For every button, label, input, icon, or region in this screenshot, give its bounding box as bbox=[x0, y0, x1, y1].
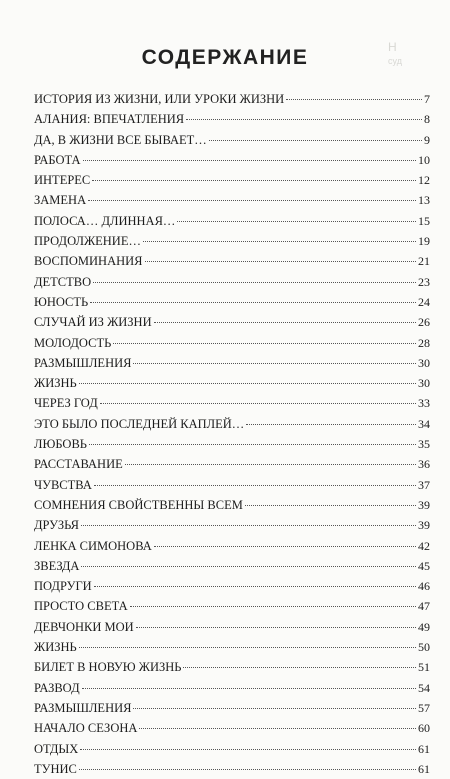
toc-entry-page: 39 bbox=[418, 497, 430, 512]
toc-entry bbox=[34, 637, 430, 657]
toc-entry-page: 50 bbox=[418, 640, 430, 655]
toc-entry bbox=[34, 373, 430, 393]
toc-entry-page: 54 bbox=[418, 680, 430, 695]
dot-leader bbox=[79, 769, 416, 770]
toc-entry-page: 61 bbox=[418, 761, 430, 776]
toc-entry-page: 10 bbox=[418, 152, 430, 167]
toc-entry-title: ЗВЕЗДА bbox=[34, 558, 80, 573]
dot-leader bbox=[79, 647, 416, 648]
dot-leader bbox=[79, 383, 416, 384]
toc-entry-page: 33 bbox=[418, 396, 430, 411]
toc-entry bbox=[34, 495, 430, 515]
toc-entry-page: 37 bbox=[418, 477, 430, 492]
toc-entry-page: 51 bbox=[418, 660, 430, 675]
toc-entry-page: 23 bbox=[418, 274, 430, 289]
dot-leader bbox=[286, 99, 422, 100]
toc-entry-page: 57 bbox=[418, 700, 430, 715]
dot-leader bbox=[94, 586, 416, 587]
toc-entry-page: 24 bbox=[418, 294, 430, 309]
toc-entry-page: 15 bbox=[418, 213, 430, 228]
toc-entry-page: 28 bbox=[418, 335, 430, 350]
toc-entry-title: ЗАМЕНА bbox=[34, 193, 87, 208]
toc-entry-page: 49 bbox=[418, 619, 430, 634]
toc-entry bbox=[34, 231, 430, 251]
toc-entry-page: 21 bbox=[418, 254, 430, 269]
dot-leader bbox=[186, 119, 422, 120]
toc-entry-title: ДРУЗЬЯ bbox=[34, 518, 79, 533]
toc-entry-page: 13 bbox=[418, 193, 430, 208]
toc-entry-title: ДА, В ЖИЗНИ ВСЕ БЫВАЕТ… bbox=[34, 132, 207, 147]
toc-entry bbox=[34, 536, 430, 556]
table-of-contents bbox=[34, 89, 430, 779]
toc-entry bbox=[34, 353, 430, 373]
dot-leader bbox=[177, 221, 416, 222]
toc-entry bbox=[34, 150, 430, 170]
toc-entry-title: ЛЕНКА СИМОНОВА bbox=[34, 538, 152, 553]
dot-leader bbox=[183, 667, 416, 668]
toc-entry-page: 30 bbox=[418, 376, 430, 391]
toc-entry-title: ВОСПОМИНАНИЯ bbox=[34, 254, 143, 269]
toc-entry bbox=[34, 434, 430, 454]
toc-entry-title: ЛЮБОВЬ bbox=[34, 437, 87, 452]
toc-entry bbox=[34, 89, 430, 109]
toc-entry-page: 46 bbox=[418, 579, 430, 594]
dot-leader bbox=[139, 728, 416, 729]
toc-entry-title: СЛУЧАЙ ИЗ ЖИЗНИ bbox=[34, 315, 152, 330]
toc-entry-title: БИЛЕТ В НОВУЮ ЖИЗНЬ bbox=[34, 660, 182, 675]
toc-entry-title: РАБОТА bbox=[34, 152, 81, 167]
dot-leader bbox=[113, 343, 416, 344]
toc-entry bbox=[34, 475, 430, 495]
toc-entry bbox=[34, 454, 430, 474]
dot-leader bbox=[94, 485, 416, 486]
dot-leader bbox=[82, 688, 416, 689]
dot-leader bbox=[143, 241, 416, 242]
toc-entry-page: 42 bbox=[418, 538, 430, 553]
dot-leader bbox=[80, 749, 416, 750]
toc-entry-page: 9 bbox=[424, 132, 430, 147]
toc-entry-page: 7 bbox=[424, 92, 430, 106]
toc-entry-page: 30 bbox=[418, 355, 430, 370]
toc-entry bbox=[34, 393, 430, 413]
dot-leader bbox=[245, 505, 416, 506]
toc-entry bbox=[34, 698, 430, 718]
toc-entry-title: НАЧАЛО СЕЗОНА bbox=[34, 721, 138, 736]
toc-entry bbox=[34, 515, 430, 535]
toc-entry-title: МОЛОДОСТЬ bbox=[34, 335, 112, 350]
toc-entry-page: 61 bbox=[418, 741, 430, 756]
toc-entry-page: 34 bbox=[418, 416, 430, 431]
toc-entry-title: ДЕВЧОНКИ МОИ bbox=[34, 619, 134, 634]
dot-leader bbox=[136, 627, 416, 628]
toc-entry bbox=[34, 251, 430, 271]
toc-entry-title: РАЗМЫШЛЕНИЯ bbox=[34, 355, 132, 370]
toc-entry bbox=[34, 739, 430, 759]
toc-entry bbox=[34, 190, 430, 210]
dot-leader bbox=[88, 200, 416, 201]
toc-entry bbox=[34, 678, 430, 698]
toc-entry-page: 26 bbox=[418, 315, 430, 330]
dot-leader bbox=[133, 708, 416, 709]
bleed-line: суд bbox=[388, 56, 402, 66]
toc-entry-page: 39 bbox=[418, 518, 430, 533]
toc-entry bbox=[34, 272, 430, 292]
bleed-line: Н bbox=[388, 40, 398, 54]
dot-leader bbox=[154, 322, 416, 323]
dot-leader bbox=[89, 444, 416, 445]
dot-leader bbox=[90, 302, 416, 303]
toc-entry-page: 45 bbox=[418, 558, 430, 573]
toc-entry-page: 35 bbox=[418, 437, 430, 452]
toc-entry-title: ЖИЗНЬ bbox=[34, 640, 77, 655]
dot-leader bbox=[92, 180, 416, 181]
toc-entry-title: РАССТАВАНИЕ bbox=[34, 457, 123, 472]
toc-entry-title: ДЕТСТВО bbox=[34, 274, 92, 289]
dot-leader bbox=[154, 546, 416, 547]
toc-entry bbox=[34, 170, 430, 190]
dot-leader bbox=[81, 525, 416, 526]
toc-entry bbox=[34, 312, 430, 332]
toc-entry bbox=[34, 130, 430, 150]
toc-entry bbox=[34, 576, 430, 596]
toc-entry-title: ПОДРУГИ bbox=[34, 579, 92, 594]
toc-entry bbox=[34, 109, 430, 129]
toc-entry-page: 47 bbox=[418, 599, 430, 614]
dot-leader bbox=[246, 424, 416, 425]
toc-entry-page: 60 bbox=[418, 721, 430, 736]
toc-entry-title: РАЗМЫШЛЕНИЯ bbox=[34, 700, 132, 715]
toc-entry bbox=[34, 657, 430, 677]
toc-entry-title: СОМНЕНИЯ СВОЙСТВЕННЫ ВСЕМ bbox=[34, 497, 243, 512]
dot-leader bbox=[125, 464, 416, 465]
toc-entry-title: ЧЕРЕЗ ГОД bbox=[34, 396, 98, 411]
toc-entry-title: ТУНИС bbox=[34, 761, 77, 776]
dot-leader bbox=[145, 261, 417, 262]
dot-leader bbox=[93, 282, 416, 283]
toc-entry-title: ИНТЕРЕС bbox=[34, 173, 91, 188]
dot-leader bbox=[81, 566, 416, 567]
dot-leader bbox=[209, 140, 422, 141]
toc-entry bbox=[34, 617, 430, 637]
toc-entry-title: ИСТОРИЯ ИЗ ЖИЗНИ, ИЛИ УРОКИ ЖИЗНИ bbox=[34, 92, 285, 106]
toc-entry-page: 8 bbox=[424, 112, 430, 127]
toc-entry bbox=[34, 718, 430, 738]
toc-entry-title: ПРОДОЛЖЕНИЕ… bbox=[34, 234, 141, 249]
toc-entry bbox=[34, 211, 430, 231]
toc-entry bbox=[34, 292, 430, 312]
toc-entry-title: ЮНОСТЬ bbox=[34, 294, 89, 309]
toc-entry bbox=[34, 333, 430, 353]
toc-entry-title: ЧУВСТВА bbox=[34, 477, 92, 492]
toc-entry-title: ПОЛОСА… ДЛИННАЯ… bbox=[34, 213, 176, 228]
page-title: СОДЕРЖАНИЕ bbox=[141, 46, 309, 69]
toc-entry-title: РАЗВОД bbox=[34, 680, 80, 695]
toc-entry-title: АЛАНИЯ: ВПЕЧАТЛЕНИЯ bbox=[34, 112, 185, 127]
toc-entry-title: ОТДЫХ bbox=[34, 741, 79, 756]
toc-entry bbox=[34, 596, 430, 616]
dot-leader bbox=[133, 363, 416, 364]
toc-entry-page: 36 bbox=[418, 457, 430, 472]
dot-leader bbox=[83, 160, 416, 161]
dot-leader bbox=[100, 403, 416, 404]
toc-entry bbox=[34, 414, 430, 434]
toc-entry-title: ПРОСТО СВЕТА bbox=[34, 599, 128, 614]
toc-entry-title: ЖИЗНЬ bbox=[34, 376, 77, 391]
toc-entry bbox=[34, 759, 430, 779]
toc-entry-title: ЭТО БЫЛО ПОСЛЕДНЕЙ КАПЛЕЙ… bbox=[34, 416, 245, 431]
toc-entry-page: 19 bbox=[418, 234, 430, 249]
toc-entry-page: 12 bbox=[418, 173, 430, 188]
dot-leader bbox=[130, 606, 416, 607]
toc-entry bbox=[34, 556, 430, 576]
